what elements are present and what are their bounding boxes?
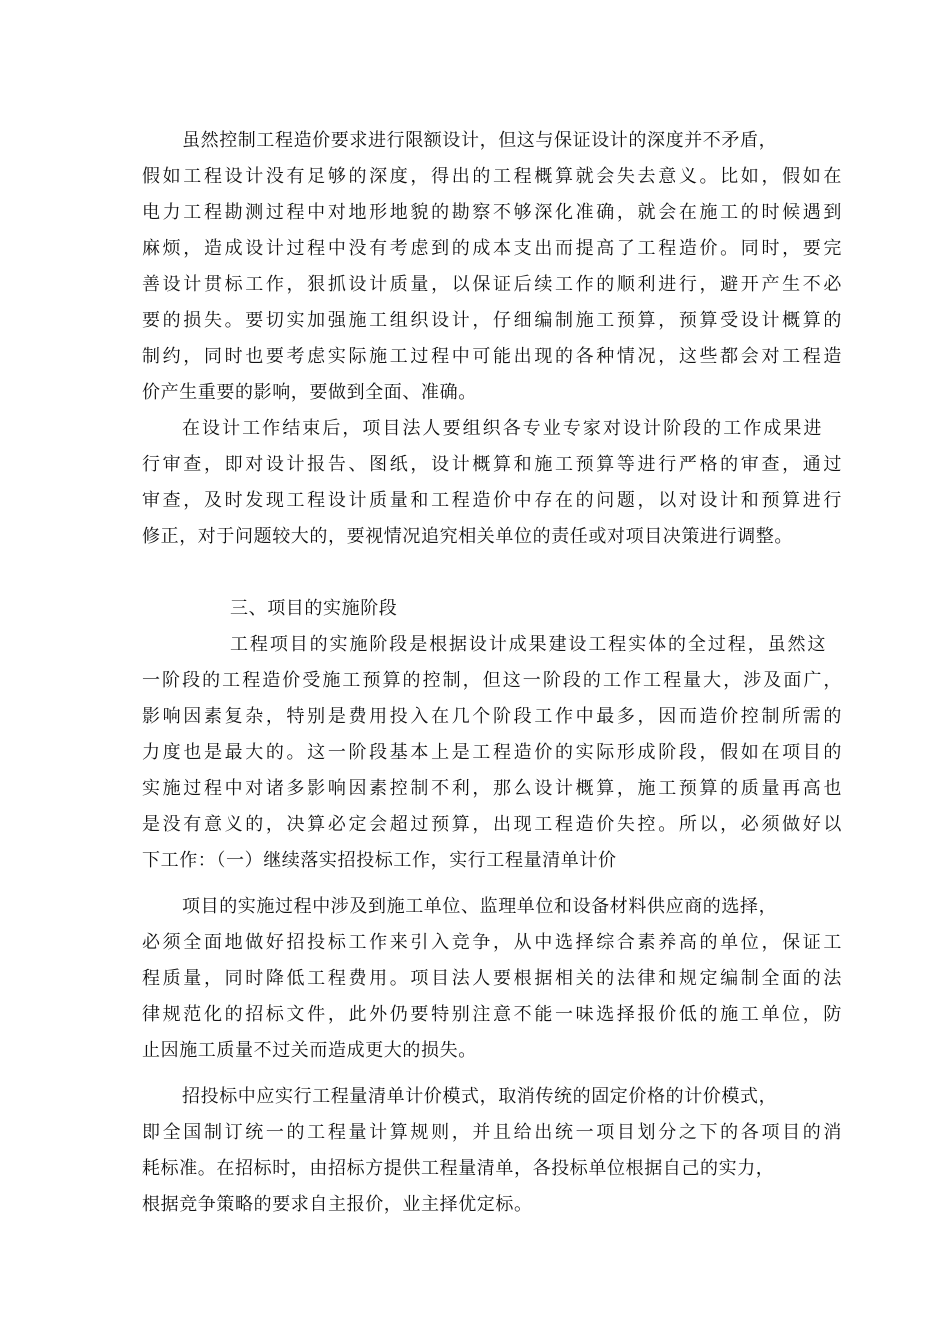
text-line: 要的损失。要切实加强施工组织设计，仔细编制施工预算，预算受设计概算的: [142, 310, 842, 331]
text-line: 律规范化的招标文件，此外仍要特别注意不能一味选择报价低的施工单位，防: [142, 1004, 842, 1025]
text-line: 根据竞争策略的要求自主报价，业主择优定标。: [142, 1194, 533, 1215]
text-line: 下工作：（一）继续落实招投标工作，实行工程量清单计价: [142, 850, 617, 871]
text-line: 项目的实施过程中涉及到施工单位、监理单位和设备材料供应商的选择，: [182, 896, 778, 917]
text-line: 价产生重要的影响，要做到全面、准确。: [142, 382, 477, 403]
text-line: 即全国制订统一的工程量计算规则，并且给出统一项目划分之下的各项目的消: [142, 1122, 842, 1143]
text-line: 止因施工质量不过关而造成更大的损失。: [142, 1040, 477, 1061]
text-line: 修正，对于问题较大的，要视情况追究相关单位的责任或对项目决策进行调整。: [142, 526, 793, 547]
text-line: 电力工程勘测过程中对地形地貌的勘察不够深化准确，就会在施工的时候遇到: [142, 202, 842, 223]
text-line: 耗标准。在招标时，由招标方提供工程量清单，各投标单位根据自己的实力，: [142, 1158, 775, 1179]
text-line: 力度也是最大的。这一阶段基本上是工程造价的实际形成阶段，假如在项目的: [142, 742, 842, 763]
text-line: 行审查，即对设计报告、图纸，设计概算和施工预算等进行严格的审查，通过: [142, 454, 842, 475]
text-line: 假如工程设计没有足够的深度，得出的工程概算就会失去意义。比如，假如在: [142, 166, 842, 187]
text-line: 程质量，同时降低工程费用。项目法人要根据相关的法律和规定编制全面的法: [142, 968, 842, 989]
text-line: 实施过程中对诸多影响因素控制不利，那么设计概算，施工预算的质量再高也: [142, 778, 842, 799]
text-line: 审查，及时发现工程设计质量和工程造价中存在的问题，以对设计和预算进行: [142, 490, 842, 511]
text-line: 影响因素复杂，特别是费用投入在几个阶段工作中最多，因而造价控制所需的: [142, 706, 842, 727]
text-line: 一阶段的工程造价受施工预算的控制，但这一阶段的工作工程量大，涉及面广，: [142, 670, 842, 691]
section-heading: 三、项目的实施阶段: [230, 598, 398, 619]
text-line: 在设计工作结束后，项目法人要组织各专业专家对设计阶段的工作成果进: [182, 418, 822, 439]
text-line: 是没有意义的，决算必定会超过预算，出现工程造价失控。所以，必须做好以: [142, 814, 842, 835]
text-line: 招投标中应实行工程量清单计价模式，取消传统的固定价格的计价模式，: [182, 1086, 778, 1107]
text-line: 虽然控制工程造价要求进行限额设计，但这与保证设计的深度并不矛盾，: [182, 130, 778, 151]
text-line: 制约，同时也要考虑实际施工过程中可能出现的各种情况，这些都会对工程造: [142, 346, 842, 367]
text-line: 善设计贯标工作，狠抓设计质量，以保证后续工作的顺利进行，避开产生不必: [142, 274, 842, 295]
text-line: 麻烦，造成设计过程中没有考虑到的成本支出而提高了工程造价。同时，要完: [142, 238, 842, 259]
text-line: 工程项目的实施阶段是根据设计成果建设工程实体的全过程，虽然这: [230, 634, 826, 655]
text-line: 必须全面地做好招投标工作来引入竞争，从中选择综合素养高的单位，保证工: [142, 932, 842, 953]
